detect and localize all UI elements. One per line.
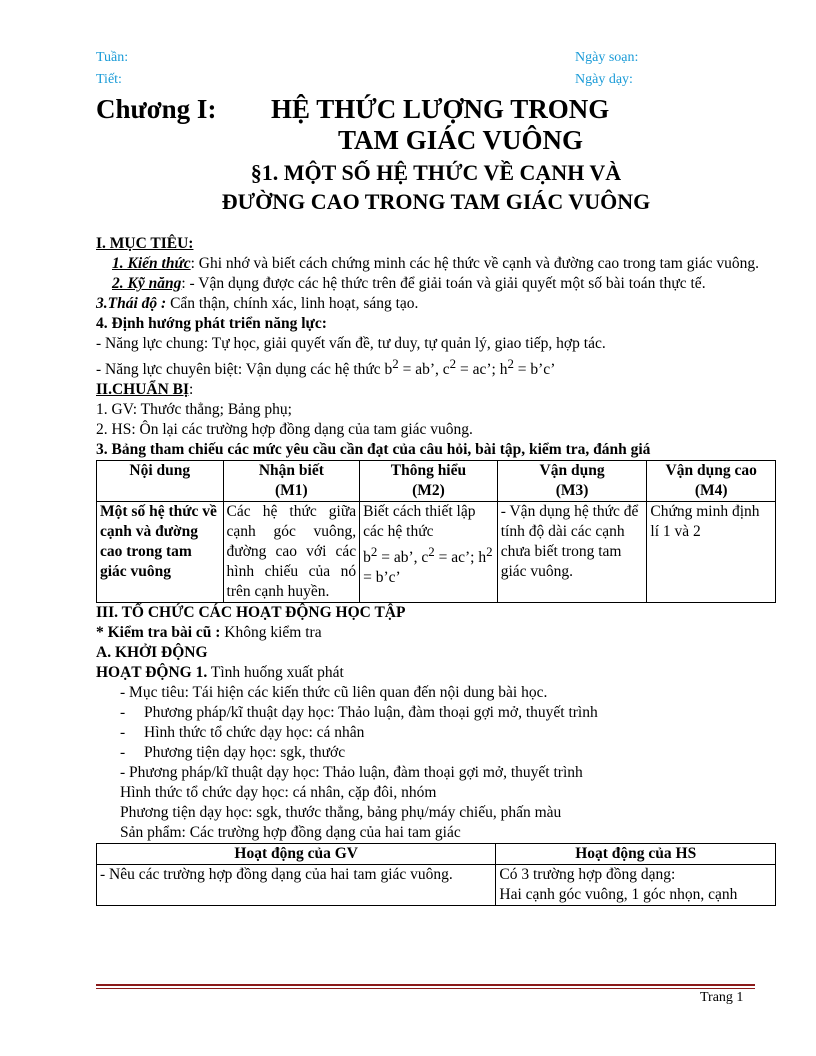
- m2-formula: = b’c’: [363, 569, 401, 587]
- list-item: - Mục tiêu: Tái hiện các kiến thức cũ liên quan đến nội dung bài học.: [120, 684, 548, 702]
- list-dash: -: [120, 704, 126, 722]
- cell-content: Một số hệ thức về cạnh và đường cao trong tam giác vuông: [97, 502, 224, 603]
- method-line: - Phương pháp/kĩ thuật dạy học: Thảo luận, đàm thoại gợi mở, thuyết trình: [120, 764, 583, 782]
- chapter-title-line2: TAM GIÁC VUÔNG: [338, 125, 584, 155]
- hs-line: Có 3 trường hợp đồng dạng:: [499, 866, 676, 884]
- header-m1: [223, 461, 360, 502]
- header-label: Nội dung: [129, 462, 191, 480]
- competency-specific-end: = b’c’: [513, 361, 556, 379]
- lesson-header: [96, 48, 776, 90]
- cell-hs: [496, 865, 776, 906]
- footer-rule-thin: [96, 988, 755, 989]
- header-level: (M3): [555, 482, 589, 500]
- form-line: Hình thức tổ chức dạy học: cá nhân, cặp đôi, nhóm: [120, 784, 437, 802]
- teach-date-label: Ngày dạy:: [575, 72, 633, 87]
- header-gv: Hoạt động của GV: [97, 844, 496, 865]
- header-label: Vận dụng: [539, 462, 605, 480]
- header-content: [97, 461, 224, 502]
- knowledge-label: 1. Kiến thức: [112, 255, 191, 272]
- skills-label: 2. Kỹ năng: [112, 275, 182, 292]
- m2-formula: = ac’; h: [434, 549, 487, 567]
- attitude-label: 3.Thái độ :: [96, 295, 167, 312]
- week-label: Tuần:: [96, 50, 129, 65]
- activity-table: [96, 843, 776, 906]
- superscript: 2: [428, 544, 435, 560]
- footer-rule: [96, 984, 755, 986]
- competency-specific: [96, 354, 776, 380]
- list-item: [96, 743, 776, 763]
- superscript: 2: [486, 544, 493, 560]
- table-row: [97, 865, 776, 906]
- preparation-colon: :: [189, 381, 194, 399]
- reference-table: [96, 460, 776, 603]
- cell-m3: - Vận dụng hệ thức để tính độ dài các cạnh chưa biết trong tam giác vuông.: [497, 502, 647, 603]
- competency-specific-mid1: = ab’, c: [398, 361, 450, 379]
- knowledge-paragraph: [96, 254, 776, 274]
- check-text: Không kiểm tra: [220, 624, 322, 642]
- cell-m2: [360, 502, 498, 603]
- skills-paragraph: [96, 274, 776, 294]
- lesson-body: [96, 234, 776, 906]
- section-title-line1: §1. MỘT SỐ HỆ THỨC VỀ CẠNH VÀ: [250, 160, 622, 185]
- activities-heading: III. TỔ CHỨC CÁC HOẠT ĐỘNG HỌC TẬP: [96, 604, 406, 622]
- header-label: Vận dụng cao: [665, 462, 757, 480]
- m2-formula: = ab’, c: [377, 549, 429, 567]
- header-level: (M2): [412, 482, 445, 500]
- header-level: (M1): [274, 482, 308, 500]
- table-header-row: [97, 461, 776, 502]
- prep-date-label: Ngày soạn:: [575, 50, 639, 65]
- means-line: Phương tiện dạy học: sgk, thước thẳng, bảng phụ/máy chiếu, phấn màu: [120, 804, 562, 822]
- list-item-text: Phương tiện dạy học: sgk, thước: [144, 744, 346, 762]
- table-header-row: [97, 844, 776, 865]
- header-hs: Hoạt động của HS: [496, 844, 776, 865]
- chapter-title-line1: HỆ THỨC LƯỢNG TRONG: [271, 94, 610, 124]
- objectives-heading: I. MỤC TIÊU:: [96, 235, 194, 252]
- cell-m1: Các hệ thức giữa cạnh góc vuông, đường cao với các hình chiếu của nó trên cạnh huyền.: [223, 502, 360, 603]
- list-item: [96, 703, 776, 723]
- m2-prefix: Biết cách thiết lập các hệ thức: [363, 503, 476, 541]
- document-page: [96, 48, 776, 906]
- period-label: Tiết:: [96, 72, 122, 87]
- section-title-line2: ĐƯỜNG CAO TRONG TAM GIÁC VUÔNG: [221, 189, 651, 214]
- preparation-student: 2. HS: Ôn lại các trường hợp đồng dạng của tam giác vuông.: [96, 421, 473, 439]
- hs-line: Hai cạnh góc vuông, 1 góc nhọn, cạnh: [499, 886, 738, 904]
- superscript: 2: [370, 544, 378, 560]
- chapter-label: Chương I:: [96, 94, 217, 124]
- list-item: [96, 723, 776, 743]
- chapter-title: [96, 94, 776, 158]
- superscript: 2: [392, 356, 399, 371]
- attitude-text: Cẩn thận, chính xác, linh hoạt, sáng tạo.: [166, 295, 419, 312]
- preparation-teacher: 1. GV: Thước thẳng; Bảng phụ;: [96, 401, 292, 419]
- competency-specific-prefix: - Năng lực chuyên biệt: Vận dụng các hệ thức b: [96, 361, 393, 379]
- header-m2: [360, 461, 498, 502]
- header-m4: [647, 461, 776, 502]
- header-level: (M4): [694, 482, 728, 500]
- list-dash: -: [120, 744, 126, 762]
- competency-heading: 4. Định hướng phát triển năng lực:: [96, 315, 327, 332]
- cell-m4: Chứng minh định lí 1 và 2: [647, 502, 776, 603]
- m2-formula: b: [363, 549, 371, 567]
- preparation-heading: II.CHUẨN BỊ: [96, 381, 190, 399]
- activity1-text: Tình huống xuất phát: [207, 664, 344, 682]
- competency-general: - Năng lực chung: Tự học, giải quyết vấn đề, tư duy, tự quản lý, giao tiếp, hợp tác.: [96, 335, 606, 352]
- competency-specific-mid2: = ac’; h: [456, 361, 508, 379]
- attitude-paragraph: [96, 294, 776, 314]
- header-label: Thông hiểu: [390, 462, 467, 480]
- list-dash: -: [120, 724, 126, 742]
- superscript: 2: [449, 356, 457, 371]
- list-item-text: Phương pháp/kĩ thuật dạy học: Thảo luận, đàm thoại gợi mở, thuyết trình: [144, 704, 598, 722]
- preparation-heading-line: [96, 380, 776, 400]
- table-row: [97, 502, 776, 603]
- list-item-text: Hình thức tổ chức dạy học: cá nhân: [144, 724, 365, 742]
- activity1-label: HOẠT ĐỘNG 1.: [96, 664, 208, 682]
- start-heading: A. KHỞI ĐỘNG: [96, 644, 208, 662]
- header-m3: [497, 461, 647, 502]
- cell-gv: - Nêu các trường hợp đồng dạng của hai tam giác vuông.: [97, 865, 496, 906]
- check-line: [96, 623, 776, 643]
- superscript: 2: [507, 356, 514, 371]
- check-label: * Kiểm tra bài cũ :: [96, 624, 221, 642]
- skills-text: : - Vận dụng được các hệ thức trên để giải toán và giải quyết một số bài toán thực tế.: [181, 275, 706, 292]
- activity1-line: [96, 663, 776, 683]
- page-number: Trang 1: [700, 990, 744, 1005]
- reference-table-heading: 3. Bảng tham chiếu các mức yêu cầu cần đạt của câu hỏi, bài tập, kiểm tra, đánh giá: [96, 441, 651, 459]
- knowledge-text: : Ghi nhớ và biết cách chứng minh các hệ thức về cạnh và đường cao trong tam giác vuông.: [190, 255, 760, 272]
- header-label: Nhận biết: [258, 462, 324, 480]
- section-title: [96, 158, 776, 216]
- product-line: Sản phẩm: Các trường hợp đồng dạng của hai tam giác: [120, 824, 461, 842]
